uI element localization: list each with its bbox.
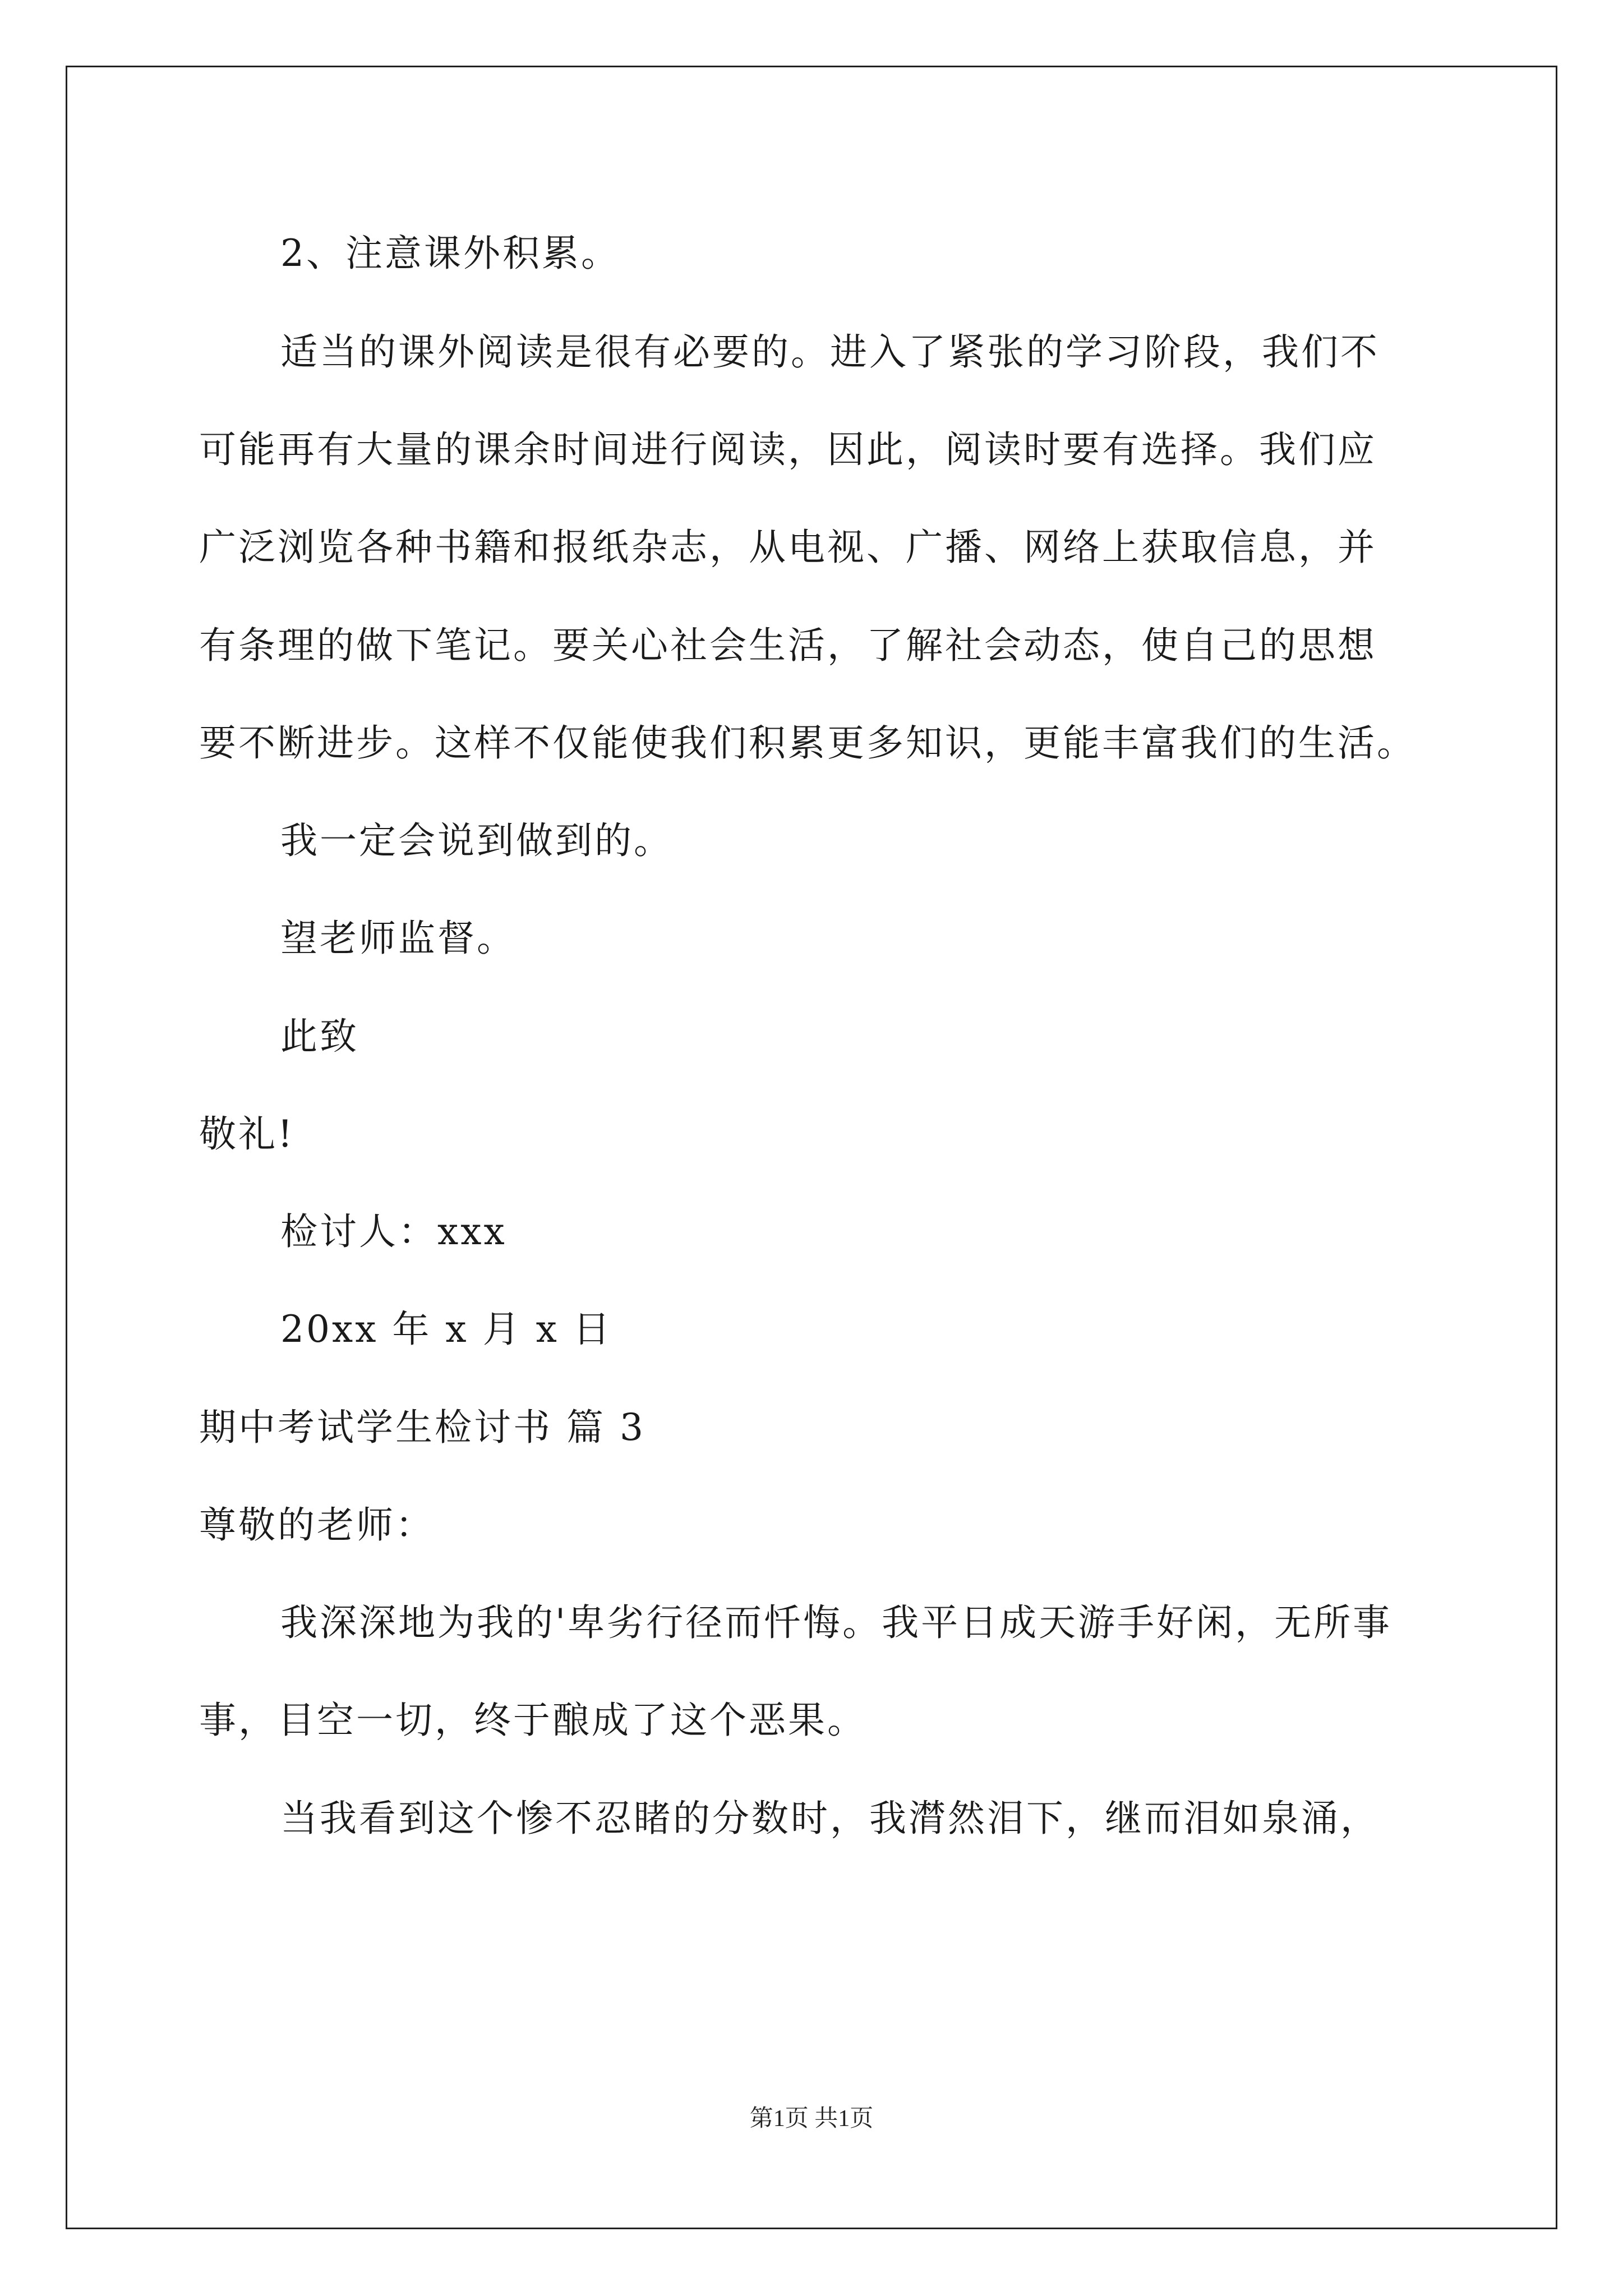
closing-salutation: 此致: [280, 1015, 359, 1058]
page-footer: 第1页 共1页: [749, 2106, 874, 2132]
paragraph-line: 有条理的做下笔记。要关心社会生活，了解社会动态，使自己的思想: [199, 624, 1377, 667]
paragraph-line: 望老师监督。: [280, 917, 516, 960]
greeting: 尊敬的老师：: [199, 1503, 435, 1547]
paragraph-line: 事，目空一切，终于酿成了这个恶果。: [199, 1699, 866, 1742]
paragraph-line: 当我看到这个惨不忍睹的分数时，我潸然泪下，继而泪如泉涌，: [280, 1797, 1380, 1840]
paragraph-line: 要不断进步。这样不仅能使我们积累更多知识，更能丰富我们的生活。: [199, 721, 1416, 765]
paragraph-line: 可能再有大量的课余时间进行阅读，因此，阅读时要有选择。我们应: [199, 428, 1377, 471]
closing-respect: 敬礼!: [199, 1112, 295, 1156]
paragraph-line: 适当的课外阅读是很有必要的。进入了紧张的学习阶段，我们不: [280, 330, 1380, 374]
section-title: 期中考试学生检讨书 篇 3: [199, 1406, 645, 1449]
date-line: 20xx 年 x 月 x 日: [280, 1308, 612, 1351]
signature-line: 检讨人：xxx: [280, 1210, 507, 1253]
paragraph-line: 我一定会说到做到的。: [280, 819, 673, 862]
section-heading: 2、注意课外积累。: [280, 232, 620, 275]
paragraph-line: 我深深地为我的'卑劣行径而忏悔。我平日成天游手好闲，无所事: [280, 1601, 1393, 1644]
paragraph-line: 广泛浏览各种书籍和报纸杂志，从电视、广播、网络上获取信息，并: [199, 526, 1377, 569]
